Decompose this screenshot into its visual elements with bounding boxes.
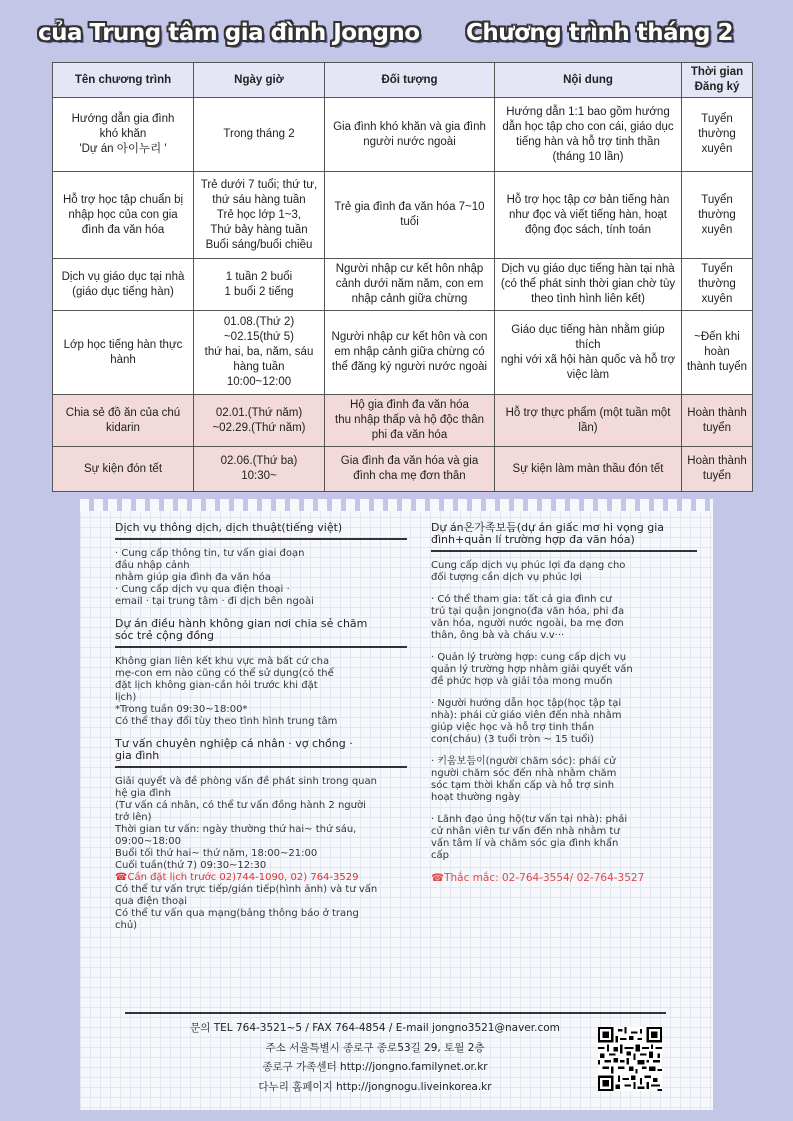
eligibility-text: · Có thể tham gia: tất cả gia đình cư trú tại quận jongno(đa văn hóa, phi đa văn hóa, người nước ngoài, ba mẹ đơn thân, ông bà và cháu v.v··· bbox=[431, 594, 625, 641]
table-cell: 02.06.(Thứ ba) 10:30~ bbox=[194, 447, 325, 492]
section-heading-childcare-space: Dự án điều hành không gian nơi chia sẻ chăm sóc trẻ cộng đồng bbox=[115, 617, 368, 642]
table-cell: Trẻ gia đình đa văn hóa 7~10 tuổi bbox=[325, 172, 495, 259]
title-row bbox=[38, 12, 758, 54]
table-cell: Hỗ trợ học tập chuẩn bị nhập học của con gia đình đa văn hóa bbox=[53, 172, 194, 259]
table-cell: Hướng dẫn gia đình khó khăn 'Dự án 아이누리 ' bbox=[53, 98, 194, 172]
schedule-table bbox=[52, 62, 753, 492]
header-registration: Thời gian Đăng ký bbox=[682, 63, 753, 98]
learning-tutor-text: · Người hướng dẫn học tập(học tập tại nhà): phái cử giáo viên đến nhà nhằm giúp việc học và hỗ trợ tinh thần con(cháu) (3 tuổi tròn ~ 15 tuổi) bbox=[431, 698, 622, 745]
table-row bbox=[53, 311, 753, 395]
counseling-text: Giải quyết và đề phòng vấn đề phát sinh trong quan hệ gia đình (Tư vấn cá nhân, có thể tư vấn đồng hành 2 người trở lên) Thời gian tư vấn: ngày thường thứ hai~ thứ sáu, 09:00~18:00 Buổi tối thứ hai~ thứ năm, 18:00~21:00 Cuối tuần(thứ 7) 09:30~12:30 bbox=[115, 776, 377, 871]
case-management-text: · Quản lý trường hợp: cung cấp dịch vụ quản lý trường hợp nhằm giải quyết vấn đề phức hợp và giải tỏa mong muốn bbox=[431, 652, 633, 687]
table-cell: 1 tuần 2 buổi 1 buổi 2 tiếng bbox=[194, 259, 325, 311]
table-cell: Hỗ trợ học tập cơ bản tiếng hàn như đọc và viết tiếng hàn, hoạt động đọc sách, tính toán bbox=[495, 172, 682, 259]
childcare-space-text: Không gian liên kết khu vực mà bất cứ cha mẹ-con em nào cũng có thể sử dụng(có thể đặt lịch không gian-cần hỏi trước khi đặt lịch) *Trong tuần 09:30~18:00* Có thể thay đổi tùy theo tình hình trung tâm bbox=[115, 656, 338, 727]
right-column bbox=[431, 522, 697, 884]
table-header-row bbox=[53, 63, 753, 98]
table-cell: 02.01.(Thứ năm) ~02.29.(Thứ năm) bbox=[194, 395, 325, 447]
table-cell: Trẻ dưới 7 tuổi; thứ tư, thứ sáu hàng tuần Trẻ học lớp 1~3, Thứ bảy hàng tuần Buổi sáng/buổi chiều bbox=[194, 172, 325, 259]
qr-code-icon[interactable] bbox=[598, 1027, 662, 1091]
footer-divider bbox=[125, 1012, 666, 1014]
footer-contact bbox=[160, 1019, 590, 1097]
table-cell: 01.08.(Thứ 2) ~02.15(thứ 5) thứ hai, ba, năm, sáu hàng tuần 10:00~12:00 bbox=[194, 311, 325, 395]
counseling-methods-text: Có thể tư vấn trực tiếp/gián tiếp(hình ảnh) và tư vấn qua điện thoại Có thể tư vấn qua mạng(bảng thông báo ở trang chủ) bbox=[115, 884, 378, 931]
divider bbox=[115, 646, 407, 648]
inquiry-phone: ☎Thắc mắc: 02-764-3554/ 02-764-3527 bbox=[431, 872, 645, 884]
table-cell: Người nhập cư kết hôn và con em nhập cảnh giữa chừng có thể đăng ký người nước ngoài bbox=[325, 311, 495, 395]
section-heading-interpretation: Dịch vụ thông dịch, dịch thuật(tiếng việt) bbox=[115, 521, 343, 534]
table-cell: Hướng dẫn 1:1 bao gồm hướng dẫn học tập cho con cái, giáo dục tiếng hàn và hỗ trợ tinh thần (tháng 10 lần) bbox=[495, 98, 682, 172]
table-cell: Giáo dục tiếng hàn nhằm giúp thích nghi với xã hội hàn quốc và hỗ trợ việc làm bbox=[495, 311, 682, 395]
footer-family-center-link[interactable]: 종로구 가족센터 http://jongno.familynet.or.kr bbox=[262, 1061, 488, 1073]
center-title: của Trung tâm gia đình Jongno bbox=[38, 20, 420, 46]
program-month-title: Chương trình tháng 2 bbox=[466, 20, 733, 46]
divider bbox=[115, 766, 407, 768]
header-date-time: Ngày giờ bbox=[194, 63, 325, 98]
counseling-reservation-phone: ☎Cần đặt lịch trước 02)744-1090, 02) 764-3529 bbox=[115, 872, 359, 883]
table-cell: Dịch vụ giáo dục tiếng hàn tại nhà (có thể phát sinh thời gian chờ tùy theo tình hình liên kết) bbox=[495, 259, 682, 311]
table-cell: Hộ gia đình đa văn hóa thu nhập thấp và hộ độc thân phi đa văn hóa bbox=[325, 395, 495, 447]
table-cell: Hoàn thành tuyển bbox=[682, 447, 753, 492]
section-heading-family-care-project: Dự án온가족보듬(dự án giấc mơ hi vọng gia đình+quản lí trường hợp đa văn hóa) bbox=[431, 521, 664, 546]
footer-danuri-link[interactable]: 다누리 홈페이지 http://jongnogu.liveinkorea.kr bbox=[258, 1080, 492, 1093]
table-row bbox=[53, 259, 753, 311]
left-column bbox=[115, 522, 407, 942]
table-cell: Hoàn thành tuyển bbox=[682, 395, 753, 447]
caregiver-text: · 키움보듬이(người chăm sóc): phái cử người chăm sóc đến nhà nhằm chăm sóc tạm thời khẩn cấp và hỗ trợ sinh hoạt thường ngày bbox=[431, 756, 617, 803]
header-program-name: Tên chương trình bbox=[53, 63, 194, 98]
table-row bbox=[53, 447, 753, 492]
table-cell: Tuyển thường xuyên bbox=[682, 259, 753, 311]
divider bbox=[115, 538, 407, 540]
header-content: Nội dung bbox=[495, 63, 682, 98]
table-row bbox=[53, 172, 753, 259]
home-counseling-text: · Lãnh đạo ủng hộ(tư vấn tại nhà): phái cử nhân viên tư vấn đến nhà nhằm tư vấn tâm lí và chăm sóc gia đình khẩn cấp bbox=[431, 814, 628, 861]
divider bbox=[431, 550, 697, 552]
table-cell: Chia sẻ đồ ăn của chú kidarin bbox=[53, 395, 194, 447]
welfare-intro-text: Cung cấp dịch vụ phúc lợi đa dạng cho đối tượng cần dịch vụ phúc lợi bbox=[431, 560, 626, 583]
table-row bbox=[53, 98, 753, 172]
section-heading-counseling: Tư vấn chuyên nghiệp cá nhân · vợ chồng · gia đình bbox=[115, 737, 353, 762]
table-cell: Lớp học tiếng hàn thực hành bbox=[53, 311, 194, 395]
table-cell: Trong tháng 2 bbox=[194, 98, 325, 172]
table-cell: Sự kiện đón tết bbox=[53, 447, 194, 492]
table-row bbox=[53, 395, 753, 447]
footer-address-line: 주소 서울특별시 종로구 종로53길 29, 토월 2층 bbox=[265, 1041, 485, 1054]
interpretation-text: · Cung cấp thông tin, tư vấn giai đoạn đầu nhập cảnh nhằm giúp gia đình đa văn hóa · Cung cấp dịch vụ qua điện thoại · email · tại trung tâm · đi dịch bên ngoài bbox=[115, 548, 314, 607]
table-cell: Tuyển thường xuyên bbox=[682, 172, 753, 259]
table-cell: ~Đến khi hoàn thành tuyển bbox=[682, 311, 753, 395]
table-cell: Sự kiện làm màn thầu đón tết bbox=[495, 447, 682, 492]
table-cell: Người nhập cư kết hôn nhập cảnh dưới năm năm, con em nhập cảnh giữa chừng bbox=[325, 259, 495, 311]
header-target: Đối tượng bbox=[325, 63, 495, 98]
table-cell: Dịch vụ giáo dục tại nhà (giáo dục tiếng hàn) bbox=[53, 259, 194, 311]
table-cell: Tuyển thường xuyên bbox=[682, 98, 753, 172]
notebook-paper bbox=[80, 507, 713, 1110]
table-cell: Gia đình đa văn hóa và gia đình cha mẹ đơn thân bbox=[325, 447, 495, 492]
table-cell: Gia đình khó khăn và gia đình người nước ngoài bbox=[325, 98, 495, 172]
footer-contact-line: 문의 TEL 764-3521~5 / FAX 764-4854 / E-mail jongno3521@naver.com bbox=[190, 1022, 560, 1034]
table-cell: Hỗ trợ thực phẩm (một tuần một lần) bbox=[495, 395, 682, 447]
